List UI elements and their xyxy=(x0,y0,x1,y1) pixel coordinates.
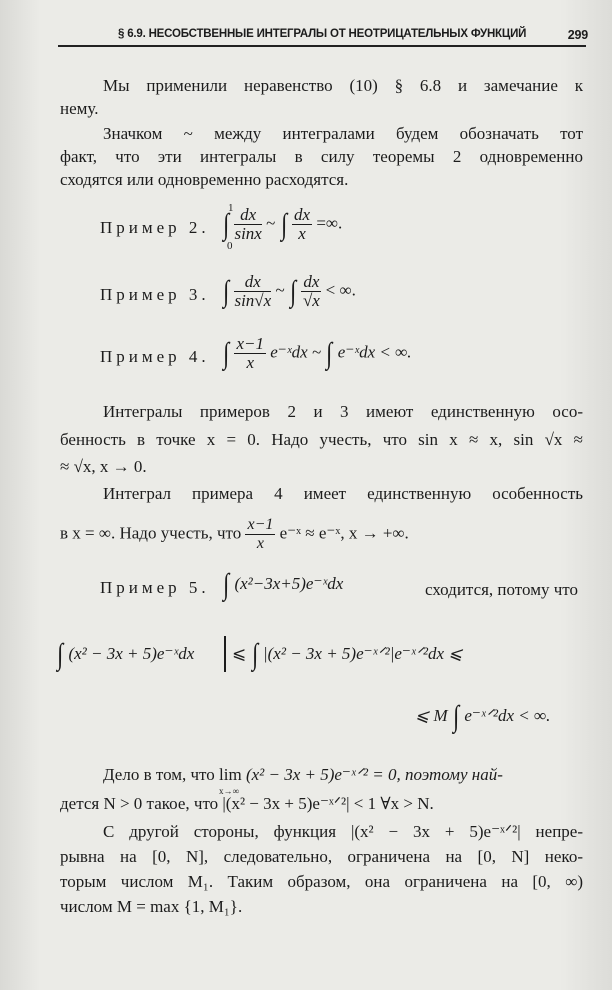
text-line: нему. xyxy=(60,99,99,118)
abs-bar xyxy=(224,636,226,672)
example-3-label: Пример 3. xyxy=(100,285,210,304)
fraction: $\frac{x-1}{x}$ xyxy=(236,334,264,372)
inequality-right: ⩽ ∫ |(x² − 3x + 5)e⁻ˣᐟ²|e⁻ˣᐟ²dx ⩽ xyxy=(232,638,463,671)
formula-tail: =∞. xyxy=(316,213,343,233)
formula-tail: e⁻ˣdx < ∞. xyxy=(337,342,412,362)
example-5-formula xyxy=(222,570,343,600)
fraction: $\frac{x-1}{x}$ xyxy=(247,516,274,552)
example-4-formula xyxy=(222,335,411,372)
integral-sign: ∫ xyxy=(280,207,287,241)
text-line: торым числом M₁. Таким образом, она ограничена на [0, ∞) xyxy=(60,872,583,891)
inequality-left: ∫ (x² − 3x + 5)e⁻ˣdx xyxy=(57,638,195,671)
text-line: числом M = max {1, M₁}. xyxy=(60,897,243,916)
text-line: факт, что эти интегралы в силу теоремы 2 одновременно xyxy=(60,147,583,166)
integral-sign: ∫ xyxy=(326,336,333,370)
integrand: (x²−3x+5)e⁻ˣdx xyxy=(234,573,344,593)
text-line: Интеграл примера 4 имеет единственную особенность xyxy=(103,484,583,503)
text-line: сходятся или одновременно расходятся. xyxy=(60,170,349,189)
fraction: $\frac{dx}{x}$ xyxy=(294,205,311,243)
upper-limit: 1 xyxy=(228,202,234,214)
example-5-label: Пример 5. xyxy=(100,578,210,597)
integral-sign: ∫ xyxy=(289,274,297,308)
text-line: в x = ∞. Надо учесть, что $\frac{x-1}{x}$ e⁻ˣ ≈ e⁻ˣ, x → +∞. xyxy=(60,516,409,552)
example-4-label: Пример 4. xyxy=(100,347,210,366)
example-2-formula: ∫ 1 0 $\frac{dx}{\sin x}$ ~ ∫ $\frac{dx}{x}$ =∞. xyxy=(223,202,343,252)
fraction: $\frac{dx}{√x}$ xyxy=(302,272,320,310)
text-line: бенность в точке x = 0. Надо учесть, что sin x ≈ x, sin √x ≈ xyxy=(60,430,583,449)
example-2-label: Пример 2. xyxy=(100,218,210,237)
limit: lim x→∞ xyxy=(219,765,242,796)
text-line: Дело в том, что lim x→∞ (x² − 3x + 5)e⁻ˣᐟ² = 0, поэтому най- xyxy=(103,765,503,796)
header-rule xyxy=(58,45,586,47)
fraction: $\frac{dx}{\sin√x}$ xyxy=(234,272,272,310)
running-head xyxy=(118,28,588,40)
formula-middle: e⁻ˣdx ~ xyxy=(270,342,322,362)
text-line: ≈ √x, x → 0. xyxy=(60,457,147,476)
inequality-second-line: ⩽ M ∫ e⁻ˣᐟ²dx < ∞. xyxy=(415,700,551,733)
text-line: сходится, потому что xyxy=(425,580,578,599)
lower-limit: 0 xyxy=(227,240,233,252)
text-line: Значком ~ между интегралами будем обозначать тот xyxy=(103,124,583,143)
fraction: $\frac{dx}{\sin x}$ xyxy=(234,205,262,243)
text-line: С другой стороны, функция |(x² − 3x + 5)e⁻ˣᐟ²| непре- xyxy=(103,822,583,841)
integral-sign: ∫ xyxy=(251,638,258,671)
text-line: Интегралы примеров 2 и 3 имеют единственную осо- xyxy=(103,402,583,421)
text-line: дется N > 0 такое, что |(x² − 3x + 5)e⁻ˣᐟ²| < 1 ∀x > N. xyxy=(60,794,434,813)
integral-sign: ∫ xyxy=(223,274,230,308)
integral-sign: ∫ xyxy=(57,638,64,671)
example-3-formula: ∫ $\frac{dx}{\sin√x}$ ~ ∫ $\frac{dx}{√x}$ < ∞. xyxy=(223,272,356,310)
text-line: Мы применили неравенство (10) § 6.8 и замечание к xyxy=(103,76,583,95)
page-number: 299 xyxy=(567,28,588,42)
integral-sign: ∫ xyxy=(223,336,230,370)
running-title: § 6.9. НЕСОБСТВЕННЫЕ ИНТЕГРАЛЫ ОТ НЕОТРИЦАТЕЛЬНЫХ ФУНКЦИЙ xyxy=(118,28,527,40)
integral-sign: ∫ xyxy=(223,568,230,601)
formula-tail: < ∞. xyxy=(325,280,356,300)
text-line: рывна на [0, N], следовательно, ограничена на [0, N] неко- xyxy=(60,847,583,866)
integral-sign: ∫ xyxy=(223,207,230,241)
integral-sign: ∫ xyxy=(452,700,460,733)
